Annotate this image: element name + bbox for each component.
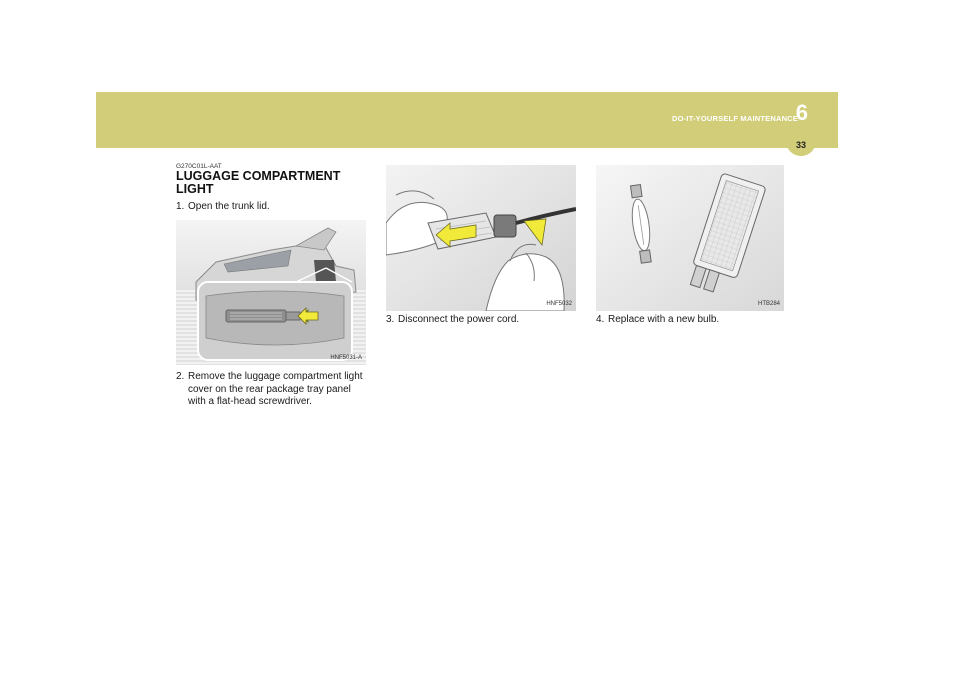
step-1: [176, 201, 366, 214]
figure-car-trunk: [176, 220, 366, 365]
figure-disconnect-cord: [386, 165, 576, 311]
bulb-and-lamp-housing-illustration: [596, 165, 784, 311]
step-number: 1.: [176, 201, 185, 212]
hand-disconnect-cord-illustration: [386, 165, 576, 311]
step-text: Replace with a new bulb.: [608, 314, 720, 325]
step-text: Disconnect the power cord.: [398, 314, 520, 325]
car-trunk-light-illustration: [176, 220, 366, 365]
step-3: [386, 314, 576, 327]
figure-code: HNF5032: [546, 301, 572, 307]
section-code: G270C01L-AAT: [176, 163, 222, 170]
step-text: Remove the luggage compartment light cover on the rear package tray panel with a flat-head screwdriver.: [188, 371, 363, 407]
page-number: 33: [795, 140, 806, 150]
chapter-number: 6: [795, 100, 808, 125]
step-text: Open the trunk lid.: [188, 201, 270, 212]
chapter-title: DO-IT-YOURSELF MAINTENANCE: [671, 114, 798, 123]
step-number: 2.: [176, 371, 185, 382]
section-title: LUGGAGE COMPARTMENT LIGHT: [176, 169, 341, 196]
header-band: [96, 92, 838, 148]
step-number: 4.: [596, 314, 605, 325]
figure-code: HNF5031-A: [330, 355, 362, 361]
page-tab: [786, 134, 816, 156]
step-2: [176, 371, 366, 409]
step-number: 3.: [386, 314, 395, 325]
figure-replace-bulb: [596, 165, 784, 311]
step-4: [596, 314, 784, 327]
figure-code: HTB284: [757, 301, 780, 307]
